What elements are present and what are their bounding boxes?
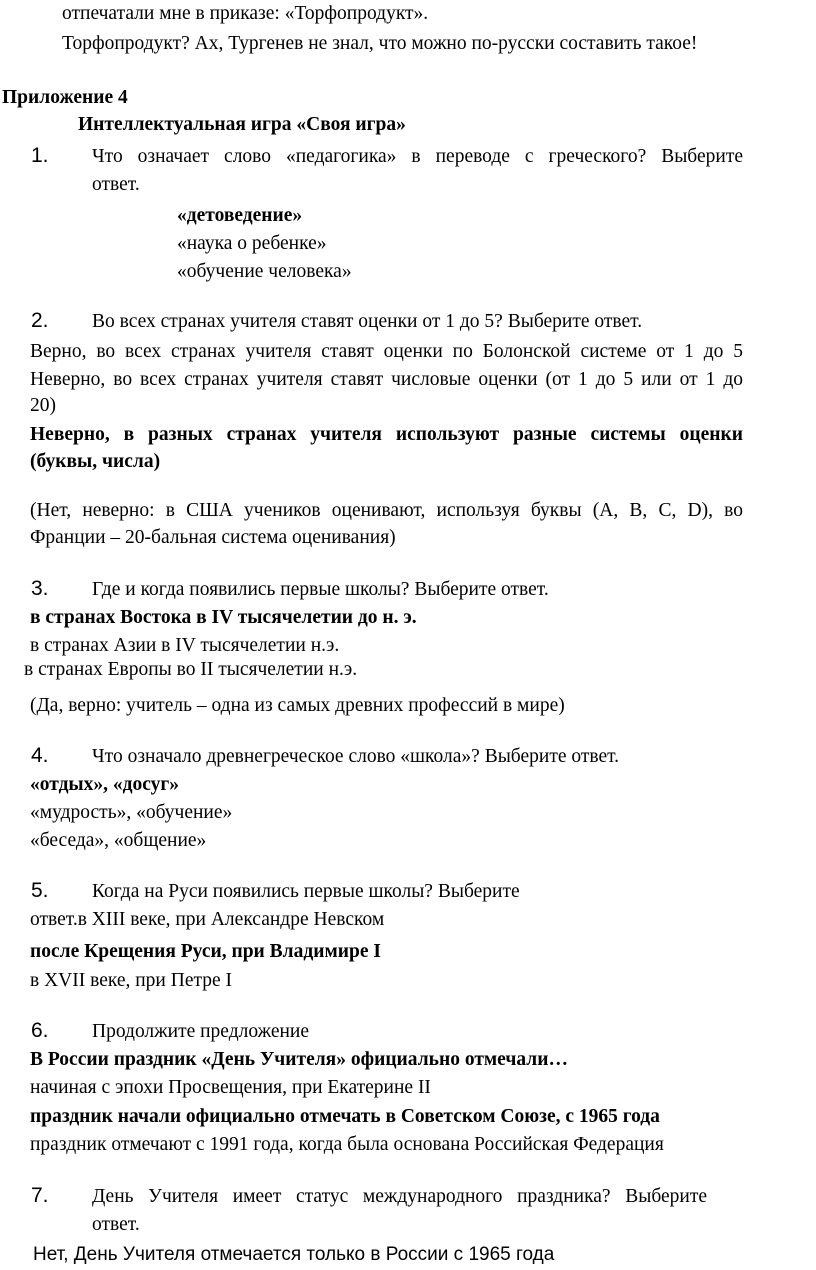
question-6-number: 6. — [31, 1019, 49, 1042]
question-2-note: (Нет, неверно: в США учеников оценивают, используя буквы (A, B, C, D), во — [30, 500, 743, 521]
question-4-text: Что означало древнегреческое слово «школа»? Выберите ответ. — [92, 746, 620, 767]
question-5-text: Когда на Руси появились первые школы? Выберите — [92, 881, 520, 902]
question-1-option-3: «обучение человека» — [177, 261, 352, 282]
question-3-number: 3. — [31, 577, 49, 600]
question-5-option-2: после Крещения Руси, при Владимире I — [30, 941, 381, 962]
question-2-number: 2. — [31, 309, 49, 332]
question-3-option-1: в странах Востока в IV тысячелетии до н. э. — [30, 607, 417, 628]
question-1-text-cont: ответ. — [92, 174, 140, 195]
game-title: Интеллектуальная игра «Своя игра» — [78, 114, 406, 135]
question-3-note: (Да, верно: учитель – одна из самых древних профессий в мире) — [30, 695, 565, 716]
question-7-text: День Учителя имеет статус международного праздника? Выберите — [92, 1186, 707, 1207]
question-2-option-2-cont: 20) — [30, 395, 56, 416]
intro-line-2: Торфопродукт? Ах, Тургенев не знал, что можно по-русски составить такое! — [62, 33, 698, 54]
question-2-text: Во всех странах учителя ставят оценки от 1 до 5? Выберите ответ. — [92, 311, 643, 332]
question-7-text-cont: ответ. — [92, 1214, 140, 1235]
question-4-option-1: «отдых», «досуг» — [30, 774, 180, 795]
question-5-text-cont: ответ.в XIII веке, при Александре Невском — [30, 909, 385, 930]
appendix-title: Приложение 4 — [2, 87, 128, 108]
intro-line-1: отпечатали мне в приказе: «Торфопродукт». — [62, 3, 429, 24]
question-2-note-cont: Франции – 20-бальная система оценивания) — [30, 527, 396, 548]
question-2-option-1: Верно, во всех странах учителя ставят оценки по Болонской системе от 1 до 5 — [30, 341, 743, 362]
question-5-number: 5. — [31, 879, 49, 902]
question-3-option-2: в странах Азии в IV тысячелетии н.э. — [30, 635, 340, 656]
question-5-option-3: в XVII веке, при Петре I — [30, 970, 233, 991]
question-1-number: 1. — [31, 144, 49, 167]
question-4-option-2: «мудрость», «обучение» — [30, 802, 233, 823]
question-2-option-2: Неверно, во всех странах учителя ставят числовые оценки (от 1 до 5 или от 1 до — [30, 369, 743, 390]
question-4-option-3: «беседа», «общение» — [30, 830, 207, 851]
question-6-option-1: начиная с эпохи Просвещения, при Екатерине II — [30, 1077, 431, 1098]
question-6-prompt: В России праздник «День Учителя» официально отмечали… — [30, 1049, 568, 1070]
question-7-number: 7. — [31, 1184, 49, 1207]
question-6-option-2: праздник начали официально отмечать в Советском Союзе, с 1965 года — [30, 1106, 660, 1127]
question-6-text: Продолжите предложение — [92, 1021, 310, 1042]
question-7-option-1: Нет, День Учителя отмечается только в России с 1965 года — [33, 1244, 555, 1265]
question-1-text: Что означает слово «педагогика» в переводе с греческого? Выберите — [92, 146, 743, 167]
question-1-option-2: «наука о ребенке» — [177, 233, 327, 254]
question-1-option-1: «детоведение» — [177, 205, 303, 226]
question-4-number: 4. — [31, 744, 49, 767]
question-2-option-3-cont: (буквы, числа) — [30, 451, 161, 472]
question-6-option-3: праздник отмечают с 1991 года, когда была основана Российская Федерация — [30, 1134, 664, 1155]
question-3-option-3: в странах Европы во II тысячелетии н.э. — [24, 659, 358, 680]
question-2-option-3: Неверно, в разных странах учителя используют разные системы оценки — [30, 424, 743, 445]
question-3-text: Где и когда появились первые школы? Выберите ответ. — [92, 579, 549, 600]
